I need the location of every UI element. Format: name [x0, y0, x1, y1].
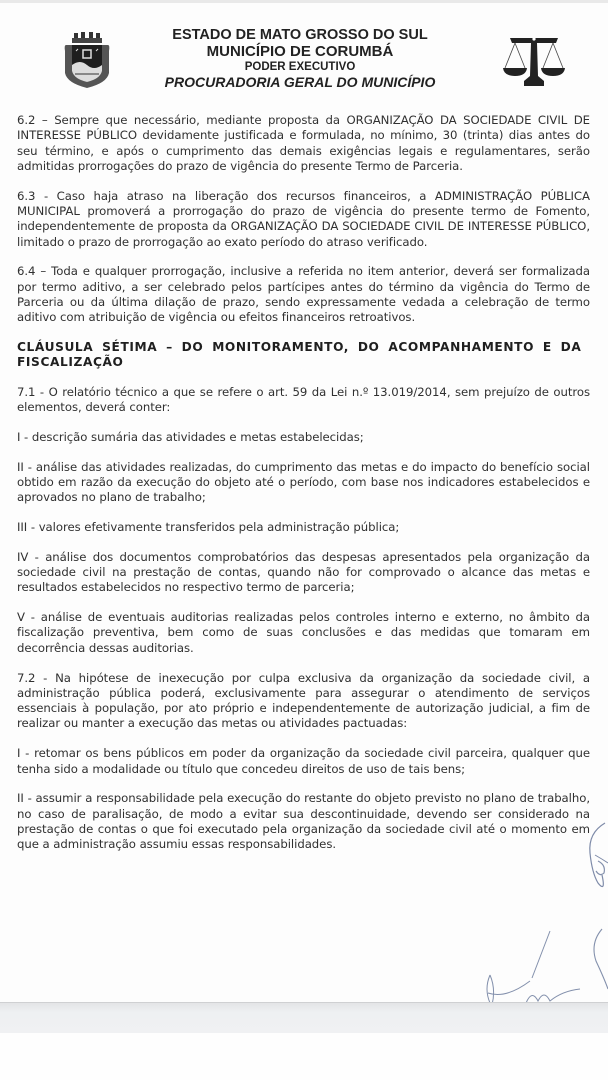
state-name: ESTADO DE MATO GROSSO DO SUL: [172, 27, 428, 43]
paragraph: V - análise de eventuais auditorias realizadas pelos controles interno e externo, no âmbito da fiscalização preventiva, bem como de suas conclusões e das medidas que tomaram em decorrência dessas auditorias.: [17, 610, 590, 655]
scales-of-justice-icon: [500, 28, 568, 90]
paragraph: II - análise das atividades realizadas, do cumprimento das metas e do impacto do benefício social obtido em razão da execução do objeto até o período, com base nos indicadores estabelecidos e aprovados no plano de trabalho;: [17, 459, 590, 505]
letterhead: [0, 23, 608, 98]
department-name: PROCURADORIA GERAL DO MUNICÍPIO: [164, 74, 436, 90]
municipality-name: MUNICÍPIO DE CORUMBÁ: [206, 43, 394, 60]
branch-name: PODER EXECUTIVO: [244, 61, 356, 73]
paragraph: III - valores efetivamente transferidos pela administração pública;: [17, 519, 400, 534]
paragraph: 7.2 - Na hipótese de inexecução por culpa exclusiva da organização da sociedade civil, a administração pública poderá, exclusivamente para assegurar o atendimento de serviços essenciais à população, por ato próprio e independentemente de autorização judicial, a fim de realizar ou manter a execução das metas ou atividades pactuadas:: [17, 670, 590, 731]
viewer-bottom-bar: [0, 1002, 608, 1034]
paragraph: 7.1 - O relatório técnico a que se refere o art. 59 da Lei n.º 13.019/2014, sem prejuízo de outros elementos, deverá conter:: [17, 384, 590, 414]
paragraph: I - retomar os bens públicos em poder da organização da sociedade civil parceira, qualquer que tenha sido a modalidade ou título que concedeu direitos de uso de tais bens;: [17, 746, 590, 776]
letterhead-text: [150, 27, 450, 91]
blank-area: [0, 1033, 608, 1080]
paragraph: IV - análise dos documentos comprobatórios das despesas apresentados pela organização da sociedade civil na prestação de contas, quando não for comprovado o alcance das metas e resultados estabelecidos no respectivo termo de parceria;: [17, 549, 590, 595]
paragraph: 6.3 - Caso haja atraso na liberação dos recursos financeiros, a ADMINISTRAÇÃO PÚBLICA MUNICIPAL promoverá a prorrogação do prazo de vigência do presente termo de Fomento, independentemente de proposta da ORGANIZAÇÃO DA SOCIEDADE CIVIL DE INTERESSE PÚBLICO, limitado o prazo de prorrogação ao exato período do atraso verificado.: [17, 188, 590, 249]
handwritten-signature: [470, 793, 608, 1005]
paragraph: 6.2 – Sempre que necessário, mediante proposta da ORGANIZAÇÃO DA SOCIEDADE CIVIL DE INTERESSE PÚBLICO devidamente justificada e formulada, no mínimo, 30 (trinta) dias antes do seu término, e após o cumprimento das demais exigências legais e regulamentares, serão admitidas prorrogações do prazo de vigência do presente Termo de Parceria.: [17, 113, 590, 173]
paragraph: II - assumir a responsabilidade pela execução do restante do objeto previsto no plano de trabalho, no caso de paralisação, de modo a evitar sua descontinuidade, devendo ser considerado na prestação de contas o que foi executado pela organização da sociedade civil até o momento em que a administração assumiu essas responsabilidades.: [17, 791, 590, 852]
paragraph: 6.4 – Toda e qualquer prorrogação, inclusive a referida no item anterior, deverá ser formalizada por termo aditivo, a ser celebrado pelos partícipes antes do término da vigência do Termo de Parceria ou da última dilação de prazo, sendo expressamente vedada a celebração de termo aditivo com atribuição de vigência ou efeitos financeiros retroativos.: [17, 264, 590, 325]
coat-of-arms-icon: [62, 31, 112, 91]
paragraph: I - descrição sumária das atividades e metas estabelecidas;: [17, 429, 364, 444]
document-body: [17, 113, 590, 867]
clause-heading: CLÁUSULA SÉTIMA – DO MONITORAMENTO, DO ACOMPANHAMENTO E DA FISCALIZAÇÃO: [17, 340, 582, 370]
